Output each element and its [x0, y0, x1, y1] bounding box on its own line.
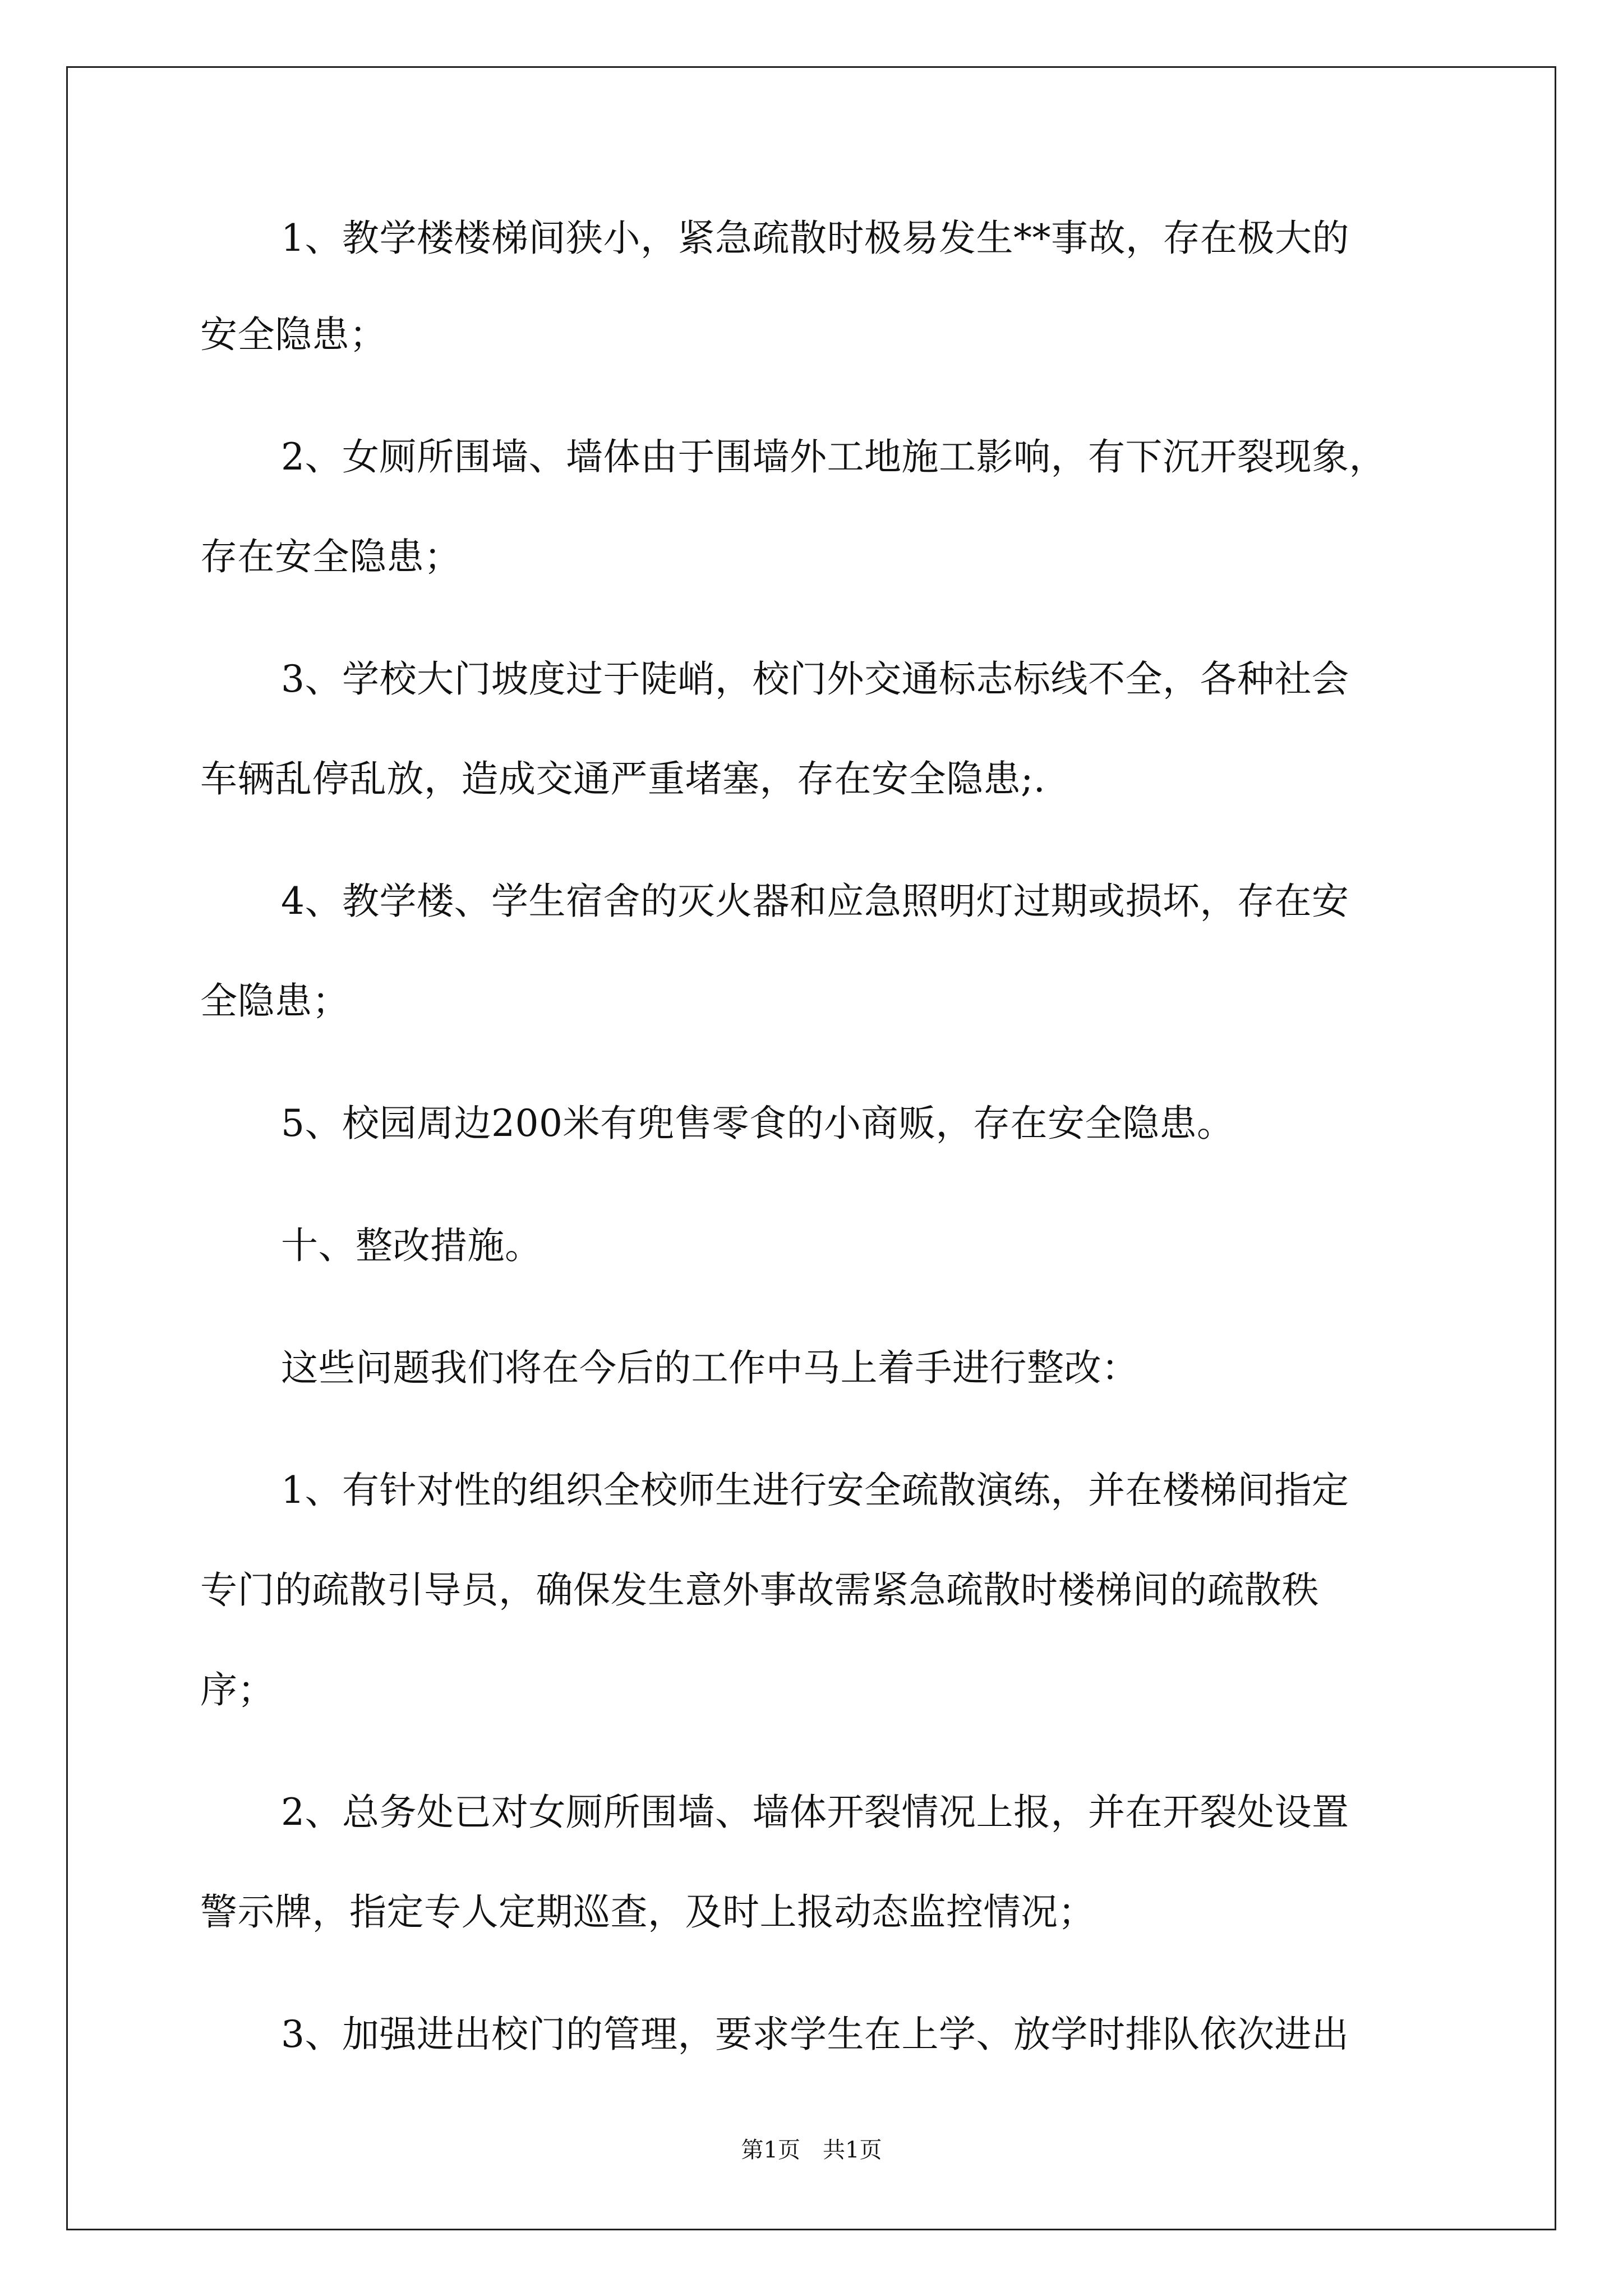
paragraph-line: 专门的疏散引导员，确保发生意外事故需紧急疏散时楼梯间的疏散秩	[200, 1568, 1319, 1612]
paragraph-line: 3、学校大门坡度过于陡峭，校门外交通标志标线不全，各种社会	[281, 657, 1349, 701]
paragraph-line: 3、加强进出校门的管理，要求学生在上学、放学时排队依次进出	[281, 2013, 1349, 2056]
paragraph-line: 车辆乱停乱放，造成交通严重堵塞，存在安全隐患;.	[200, 757, 1046, 800]
paragraph-line: 警示牌，指定专人定期巡查，及时上报动态监控情况；	[200, 1890, 1095, 1934]
paragraph-line: 存在安全隐患；	[200, 535, 462, 578]
paragraph-line: 全隐患；	[200, 979, 349, 1023]
page-footer	[0, 2136, 1623, 2164]
paragraph-line: 这些问题我们将在今后的工作中马上着手进行整改：	[281, 1346, 1139, 1389]
paragraph-line: 4、教学楼、学生宿舍的灭火器和应急照明灯过期或损坏，存在安	[281, 880, 1349, 923]
paragraph-line: 5、校园周边200米有兜售零食的小商贩，存在安全隐患。	[281, 1102, 1234, 1145]
paragraph-line: 1、有针对性的组织全校师生进行安全疏散演练，并在楼梯间指定	[281, 1469, 1349, 1512]
paragraph-line: 序；	[200, 1668, 275, 1711]
page-number: 第1页	[741, 2137, 800, 2163]
paragraph-line: 1、教学楼楼梯间狭小，紧急疏散时极易发生**事故，存在极大的	[281, 217, 1349, 260]
paragraph-line: 2、女厕所围墙、墙体由于围墙外工地施工影响，有下沉开裂现象，	[281, 435, 1386, 478]
section-heading: 十、整改措施。	[281, 1224, 542, 1267]
page-total: 共1页	[823, 2137, 882, 2163]
paragraph-line: 安全隐患；	[200, 313, 387, 356]
paragraph-line: 2、总务处已对女厕所围墙、墙体开裂情况上报，并在开裂处设置	[281, 1791, 1349, 1834]
